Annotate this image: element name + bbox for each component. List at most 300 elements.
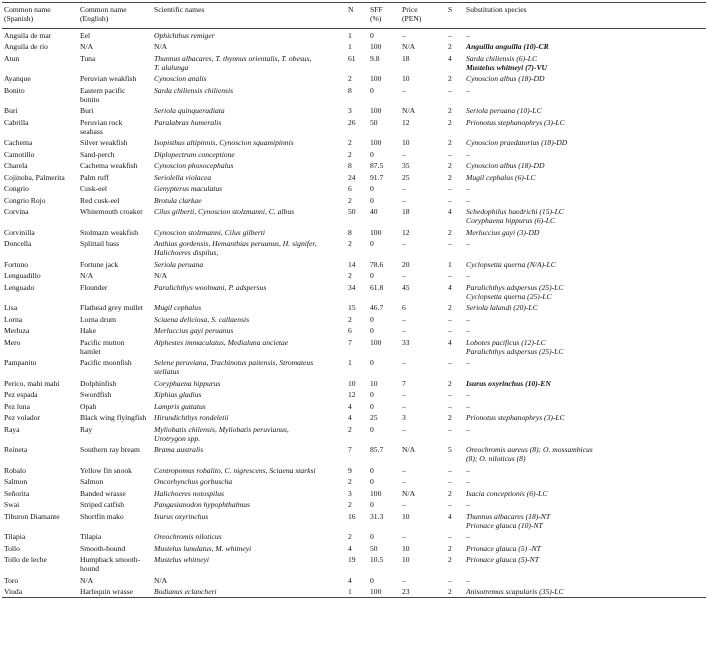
cell-sff: 100 <box>370 587 382 596</box>
cell-line: N/A <box>80 42 94 51</box>
header-n <box>346 3 368 29</box>
cell-scientific-names <box>152 313 346 325</box>
cell-common-name-english <box>78 105 152 117</box>
cell-s: – <box>448 239 452 248</box>
cell-line: Mustelus lunulatus, M. whitneyi <box>154 543 252 553</box>
cell-substitution-species <box>464 226 706 238</box>
table-row <box>2 444 706 465</box>
cell-sff: 10 <box>370 378 378 388</box>
cell-s: 2 <box>448 488 452 498</box>
table-row <box>2 52 706 73</box>
cell-scientific-names <box>152 270 346 282</box>
cell-sff: 50 <box>370 543 378 553</box>
cell-s: 2 <box>448 378 452 388</box>
cell-s: 2 <box>448 413 452 422</box>
header-line: Common name <box>80 5 127 14</box>
substitution-line: Mustelus whitneyi (7)-VU <box>466 62 548 72</box>
cell-scientific-names <box>152 148 346 160</box>
cell-common-name-spanish <box>2 464 78 476</box>
cell-line: Pez volador <box>4 413 41 422</box>
cell-substitution-species <box>464 281 706 302</box>
cell-substitution-species <box>464 476 706 488</box>
price-value: – <box>402 195 406 205</box>
cell-substitution-species <box>464 160 706 172</box>
cell-n: 8 <box>348 161 352 170</box>
cell-common-name-english <box>78 412 152 424</box>
cell-sff: 9.8 <box>370 53 380 63</box>
cell-common-name-spanish <box>2 41 78 53</box>
cell-line: N/A <box>154 575 168 585</box>
price-value: – <box>402 465 406 475</box>
cell-scientific-names <box>152 73 346 85</box>
cell-common-name-spanish <box>2 73 78 85</box>
price-value: 10 <box>402 74 410 83</box>
cell-s: – <box>448 575 452 585</box>
cell-sff: 100 <box>370 138 382 147</box>
cell-n: 1 <box>348 42 352 51</box>
cell-line: Paralichthys woolmani, P. adspersus <box>154 282 267 292</box>
cell-common-name-english <box>78 487 152 499</box>
table-row <box>2 281 706 302</box>
cell-n: 2 <box>348 271 352 280</box>
table-row <box>2 105 706 117</box>
cell-line: Flounder <box>80 282 108 292</box>
cell-line: N/A <box>154 42 168 51</box>
substitution-line: Seriola lalandi (20)-LC <box>466 303 538 312</box>
header-common-name-spanish <box>2 3 78 29</box>
cell-scientific-names <box>152 487 346 499</box>
cell-line: Xiphias gladius <box>154 390 202 399</box>
cell-sff: 0 <box>370 184 374 193</box>
cell-common-name-english <box>78 510 152 531</box>
price-value: 6 <box>402 303 406 312</box>
table-row <box>2 586 706 598</box>
cell-common-name-english <box>78 226 152 238</box>
table-row <box>2 542 706 554</box>
cell-line: Salmon <box>80 477 104 486</box>
cell-n: 2 <box>348 195 352 205</box>
cell-line: Coryphaena hippurus <box>154 378 221 388</box>
cell-scientific-names <box>152 160 346 172</box>
cell-common-name-english <box>78 116 152 137</box>
cell-price <box>400 148 446 160</box>
cell-price <box>400 226 446 238</box>
cell-line: Raya <box>4 424 20 434</box>
cell-line: Palm ruff <box>80 172 109 182</box>
cell-line: Lenguadillo <box>4 271 41 280</box>
cell-common-name-english <box>78 29 152 41</box>
cell-n: 2 <box>348 239 352 248</box>
cell-line: Selene peruviana, Trachinotus paitensis, Stromateus <box>154 358 314 367</box>
cell-line: Black wing flyingfish <box>80 413 147 422</box>
cell-n: 4 <box>348 401 352 411</box>
cell-substitution-species <box>464 499 706 511</box>
substitution-line: Thunnus albacares (18)-NT <box>466 511 551 521</box>
cell-price <box>400 554 446 575</box>
price-value: 20 <box>402 259 410 269</box>
cell-line: bonito <box>80 94 100 104</box>
table-body <box>2 29 706 598</box>
header-substitution-species <box>464 3 706 29</box>
cell-line: Swordfish <box>80 390 112 399</box>
cell-sff: 100 <box>370 74 382 83</box>
substitution-line: Prionace glauca (5) -NT <box>466 543 541 553</box>
table-row <box>2 238 706 259</box>
cell-line: Splittail bass <box>80 239 120 248</box>
cell-scientific-names <box>152 377 346 389</box>
substitution-line: Merluccius gayi (3)-DD <box>466 227 540 237</box>
table-row <box>2 554 706 575</box>
substitution-line: Anguilla anguilla (10)-CR <box>466 42 549 51</box>
cell-substitution-species <box>464 487 706 499</box>
cell-price <box>400 476 446 488</box>
cell-line: Lenguado <box>4 282 35 292</box>
cell-line: Cynoscion phoxocephalus <box>154 161 234 170</box>
price-value: 25 <box>402 172 410 182</box>
cell-sff: 0 <box>370 532 374 541</box>
cell-line: Doncella <box>4 239 32 248</box>
table-row <box>2 336 706 357</box>
cell-line: Tiburon Diamante <box>4 511 60 521</box>
cell-n: 2 <box>348 500 352 509</box>
cell-line: Pez espada <box>4 390 38 399</box>
cell-line: Atun <box>4 53 20 63</box>
cell-sff: 100 <box>370 337 382 347</box>
cell-common-name-spanish <box>2 325 78 337</box>
cell-substitution-species <box>464 357 706 378</box>
substitution-line: Cynoscion praedatorius (18)-DD <box>466 138 568 147</box>
price-value: – <box>402 314 406 324</box>
cell-common-name-spanish <box>2 542 78 554</box>
cell-s: 2 <box>448 172 452 182</box>
cell-line: Brotula clarkae <box>154 195 202 205</box>
cell-price <box>400 389 446 401</box>
cell-scientific-names <box>152 226 346 238</box>
cell-line: Dolphinfish <box>80 378 117 388</box>
cell-line: hamlet <box>80 346 101 356</box>
cell-sff: 87.5 <box>370 161 384 170</box>
cell-line: Merluza <box>4 326 30 335</box>
price-value: N/A <box>402 106 416 115</box>
table-row <box>2 226 706 238</box>
cell-line: Sand-perch <box>80 149 115 159</box>
cell-price <box>400 325 446 337</box>
cell-price <box>400 41 446 53</box>
header-line: Price <box>402 5 418 14</box>
cell-substitution-species <box>464 29 706 41</box>
table-row <box>2 206 706 227</box>
cell-line: Halichoeres notospilus <box>154 488 224 498</box>
cell-common-name-english <box>78 325 152 337</box>
cell-sff: 91.7 <box>370 172 384 182</box>
cell-common-name-english <box>78 377 152 389</box>
cell-common-name-spanish <box>2 412 78 424</box>
table-row <box>2 41 706 53</box>
table-row <box>2 476 706 488</box>
cell-line: Ray <box>80 424 93 434</box>
cell-line: Mugil cephalus <box>154 303 202 312</box>
table-row <box>2 302 706 314</box>
cell-common-name-spanish <box>2 377 78 389</box>
price-value: 12 <box>402 227 410 237</box>
cell-price <box>400 258 446 270</box>
substitution-line: Mugil cephalus (6)-LC <box>466 172 536 182</box>
cell-sff: 10.5 <box>370 555 384 564</box>
cell-line: stellatus <box>154 367 180 376</box>
cell-line: Lampris guttatus <box>154 401 206 411</box>
substitution-line: Sarda chiliensis (6)-LC <box>466 53 538 63</box>
cell-line: Anguila de mar <box>4 30 52 40</box>
header-line: (Spanish) <box>4 14 34 23</box>
cell-line: Isurus oxyrinchus <box>154 511 209 521</box>
cell-common-name-spanish <box>2 313 78 325</box>
cell-scientific-names <box>152 137 346 149</box>
cell-scientific-names <box>152 510 346 531</box>
header-line: Substitution species <box>466 5 527 14</box>
price-value: N/A <box>402 488 416 498</box>
cell-s: 2 <box>448 42 452 51</box>
cell-common-name-english <box>78 586 152 598</box>
cell-common-name-english <box>78 258 152 270</box>
price-value: – <box>402 30 406 40</box>
cell-s: 2 <box>448 555 452 564</box>
cell-common-name-spanish <box>2 52 78 73</box>
cell-sff: 25 <box>370 413 378 422</box>
cell-common-name-english <box>78 73 152 85</box>
cell-common-name-spanish <box>2 487 78 499</box>
substitution-line: – <box>466 195 470 205</box>
cell-s: 1 <box>448 259 452 269</box>
cell-line: Cachema weakfish <box>80 161 138 170</box>
cell-substitution-species <box>464 206 706 227</box>
price-value: – <box>402 358 406 367</box>
substitution-line: Prionace glauca (10)-NT <box>466 520 543 530</box>
cell-line: Anthias gordensis, Hemanthias peruanus, H. signifer, <box>154 239 317 248</box>
cell-line: Alphestes immaculatus, Medialuna ancietae <box>154 337 289 347</box>
cell-line: Shortfin mako <box>80 511 124 521</box>
cell-line: Lisa <box>4 303 18 312</box>
cell-n: 2 <box>348 149 352 159</box>
price-value: – <box>402 424 406 434</box>
cell-n: 34 <box>348 282 356 292</box>
header-line: (%) <box>370 14 382 23</box>
substitution-line: Isurus oxyrinchus (10)-EN <box>466 378 551 388</box>
cell-price <box>400 105 446 117</box>
cell-sff: 0 <box>370 477 374 486</box>
header-common-name-english <box>78 3 152 29</box>
cell-scientific-names <box>152 29 346 41</box>
cell-common-name-english <box>78 499 152 511</box>
cell-sff: 0 <box>370 465 374 475</box>
cell-sff: 0 <box>370 326 374 335</box>
price-value: N/A <box>402 445 416 454</box>
cell-common-name-spanish <box>2 183 78 195</box>
cell-line: Thunnus albacares, T. thynnus orientalis, T. obesus, <box>154 53 312 63</box>
cell-line: Cynoscion analis <box>154 74 207 83</box>
substitution-line: Lobotes pacificus (12)-LC <box>466 337 546 347</box>
cell-s: – <box>448 326 452 335</box>
cell-line: Peruvian rock <box>80 117 123 127</box>
cell-substitution-species <box>464 105 706 117</box>
cell-s: – <box>448 314 452 324</box>
cell-line: Seriolella violacea <box>154 172 212 182</box>
table-row <box>2 400 706 412</box>
cell-s: 2 <box>448 161 452 170</box>
cell-common-name-spanish <box>2 400 78 412</box>
cell-n: 9 <box>348 465 352 475</box>
cell-s: 4 <box>448 53 452 63</box>
cell-common-name-english <box>78 270 152 282</box>
table-row <box>2 531 706 543</box>
cell-price <box>400 281 446 302</box>
cell-price <box>400 377 446 389</box>
price-value: 23 <box>402 587 410 596</box>
cell-sff: 0 <box>370 149 374 159</box>
cell-n: 24 <box>348 172 356 182</box>
price-value: 33 <box>402 337 410 347</box>
cell-line: Pacific moonfish <box>80 358 132 367</box>
cell-sff: 100 <box>370 106 382 115</box>
cell-s: – <box>448 390 452 399</box>
cell-common-name-english <box>78 389 152 401</box>
price-value: 12 <box>402 117 410 127</box>
cell-n: 2 <box>348 138 352 147</box>
cell-common-name-spanish <box>2 105 78 117</box>
table-row <box>2 29 706 41</box>
cell-s: – <box>448 30 452 40</box>
cell-line: Lorna drum <box>80 314 117 324</box>
cell-line: Striped catfish <box>80 500 125 509</box>
cell-substitution-species <box>464 313 706 325</box>
cell-line: Eastern pacific <box>80 85 126 95</box>
cell-line: Genypterus maculatus <box>154 184 223 193</box>
header-s <box>446 3 464 29</box>
cell-substitution-species <box>464 270 706 282</box>
substitution-line: Isacia conceptionis (6)-LC <box>466 488 548 498</box>
header-line: S <box>448 5 453 14</box>
cell-sff: 31.3 <box>370 511 384 521</box>
cell-line: Centropomus robalito, C. nigrescens, Sciaena starksi <box>154 465 316 475</box>
cell-sff: 46.7 <box>370 303 384 312</box>
cell-n: 2 <box>348 74 352 83</box>
cell-substitution-species <box>464 258 706 270</box>
cell-scientific-names <box>152 412 346 424</box>
cell-s: 4 <box>448 337 452 347</box>
substitution-line: Prionace glauca (5)-NT <box>466 555 539 564</box>
cell-n: 50 <box>348 207 356 216</box>
cell-price <box>400 160 446 172</box>
substitution-line: – <box>466 326 470 335</box>
cell-price <box>400 270 446 282</box>
cell-common-name-english <box>78 183 152 195</box>
cell-sff: 100 <box>370 227 382 237</box>
price-value: – <box>402 500 406 509</box>
cell-line: Congrio <box>4 184 29 193</box>
cell-line: Bonito <box>4 85 25 95</box>
cell-price <box>400 499 446 511</box>
cell-common-name-english <box>78 464 152 476</box>
cell-common-name-spanish <box>2 258 78 270</box>
cell-s: 2 <box>448 587 452 596</box>
table-row <box>2 116 706 137</box>
cell-line: Oreochromis niloticus <box>154 532 222 541</box>
cell-s: – <box>448 85 452 95</box>
table-row <box>2 377 706 389</box>
table-row <box>2 357 706 378</box>
cell-substitution-species <box>464 464 706 476</box>
cell-sff: 0 <box>370 239 374 248</box>
cell-scientific-names <box>152 52 346 73</box>
cell-price <box>400 171 446 183</box>
table-header-row <box>2 3 706 29</box>
cell-line: Reineta <box>4 445 28 454</box>
table-row <box>2 325 706 337</box>
substitution-line: – <box>466 575 470 585</box>
cell-n: 14 <box>348 259 356 269</box>
cell-scientific-names <box>152 116 346 137</box>
cell-line: Fortuno <box>4 259 29 269</box>
cell-line: Tuna <box>80 53 96 63</box>
cell-substitution-species <box>464 423 706 444</box>
substitution-line: Prionotus stephanophrys (3)-LC <box>466 117 565 127</box>
cell-substitution-species <box>464 554 706 575</box>
cell-n: 15 <box>348 303 356 312</box>
cell-s: 2 <box>448 227 452 237</box>
price-value: – <box>402 326 406 335</box>
cell-n: 4 <box>348 413 352 422</box>
cell-price <box>400 412 446 424</box>
cell-sff: 0 <box>370 358 374 367</box>
cell-line: Toro <box>4 575 19 585</box>
cell-line: Paralabrax humeralis <box>154 117 222 127</box>
cell-scientific-names <box>152 476 346 488</box>
cell-substitution-species <box>464 389 706 401</box>
cell-scientific-names <box>152 554 346 575</box>
cell-sff: 0 <box>370 424 374 434</box>
price-value: – <box>402 184 406 193</box>
cell-n: 1 <box>348 30 352 40</box>
cell-s: – <box>448 149 452 159</box>
substitution-line: – <box>466 532 470 541</box>
cell-price <box>400 542 446 554</box>
table-row <box>2 73 706 85</box>
cell-scientific-names <box>152 464 346 476</box>
table-row <box>2 148 706 160</box>
cell-s: – <box>448 184 452 193</box>
cell-n: 3 <box>348 106 352 115</box>
cell-line: Isopisthus altipinnis, Cynoscion squamipinnis <box>154 138 294 147</box>
cell-n: 7 <box>348 337 352 347</box>
cell-substitution-species <box>464 52 706 73</box>
cell-common-name-spanish <box>2 476 78 488</box>
price-value: 10 <box>402 138 410 147</box>
cell-line: Smooth-hound <box>80 543 126 553</box>
cell-price <box>400 357 446 378</box>
cell-scientific-names <box>152 194 346 206</box>
cell-substitution-species <box>464 194 706 206</box>
cell-line: Flathead grey mullet <box>80 303 143 312</box>
cell-scientific-names <box>152 281 346 302</box>
table-row <box>2 313 706 325</box>
price-value: 18 <box>402 207 410 216</box>
cell-common-name-english <box>78 137 152 149</box>
cell-common-name-spanish <box>2 574 78 586</box>
cell-line: Corvinilla <box>4 227 35 237</box>
cell-s: 4 <box>448 282 452 292</box>
header-scientific-names <box>152 3 346 29</box>
cell-n: 2 <box>348 314 352 324</box>
cell-price <box>400 444 446 465</box>
